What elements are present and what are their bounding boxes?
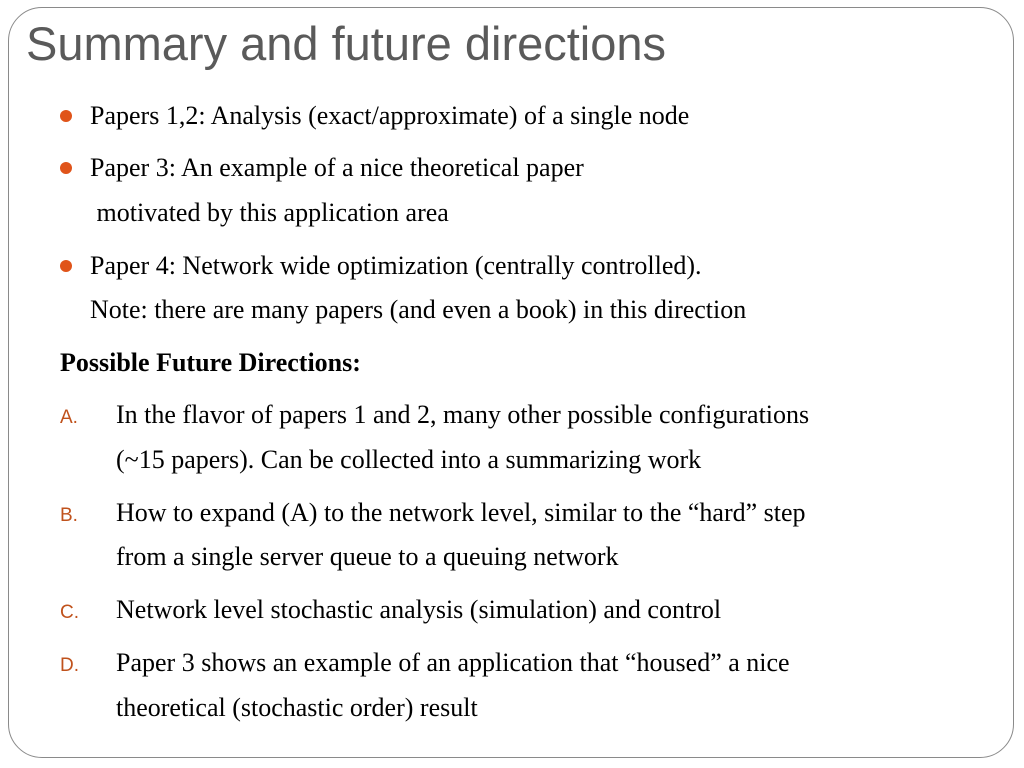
bullet-item-3-line-2: Note: there are many papers (and even a book) in this direction: [90, 295, 747, 324]
future-item-a-line-1: In the flavor of papers 1 and 2, many other possible configurations: [116, 400, 810, 429]
bullet-dot-icon: [60, 162, 72, 174]
bullet-item-3-line-1: Paper 4: Network wide optimization (centrally controlled).: [90, 251, 702, 280]
list-marker-c: C.: [60, 602, 79, 623]
bullet-item-2-line-2: motivated by this application area: [90, 198, 449, 227]
slide-title: Summary and future directions: [26, 17, 667, 70]
future-directions-heading: Possible Future Directions:: [60, 348, 361, 377]
list-marker-b: B.: [60, 505, 78, 526]
list-marker-d: D.: [60, 655, 79, 676]
bullet-dot-icon: [60, 260, 72, 272]
list-marker-a: A.: [60, 407, 78, 428]
bullet-dot-icon: [60, 110, 72, 122]
future-item-c-line-1: Network level stochastic analysis (simulation) and control: [116, 595, 722, 624]
future-item-a-line-2: (~15 papers). Can be collected into a summarizing work: [116, 445, 702, 474]
future-item-b-line-1: How to expand (A) to the network level, similar to the “hard” step: [116, 498, 806, 527]
future-item-d-line-1: Paper 3 shows an example of an application that “housed” a nice: [116, 648, 790, 677]
future-item-d-line-2: theoretical (stochastic order) result: [116, 693, 478, 722]
bullet-item-1: Papers 1,2: Analysis (exact/approximate) of a single node: [90, 101, 690, 130]
bullet-item-2-line-1: Paper 3: An example of a nice theoretical paper: [90, 153, 584, 182]
future-item-b-line-2: from a single server queue to a queuing network: [116, 542, 619, 571]
